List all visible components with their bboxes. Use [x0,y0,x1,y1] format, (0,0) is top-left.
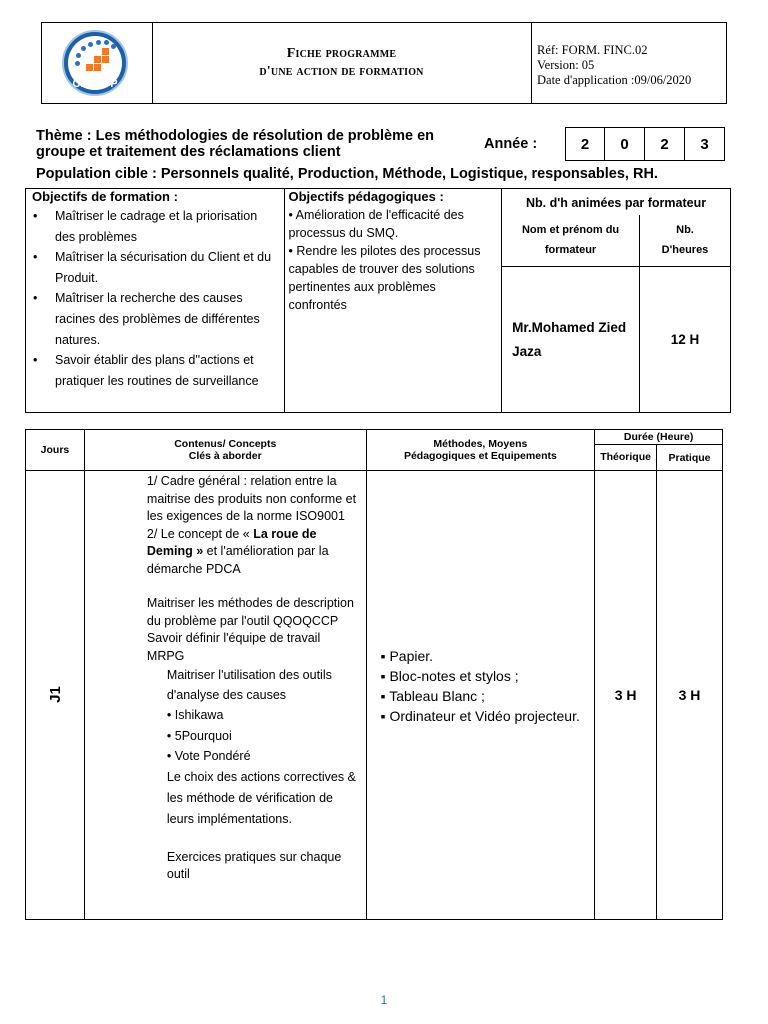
col-methodes-header [366,430,595,471]
trainer-name-header: Nom et prénom du formateur [502,215,640,267]
list-item: • Vote Pondéré [166,749,251,763]
document-title [152,23,532,103]
content-p3: Maitriser les méthodes de description du problème par l'outil QQOQCCP [146,596,354,628]
day-cell [26,471,85,920]
year-digit-1: 2 [565,127,605,161]
reference-value: FORM. FINC.02 [561,43,648,57]
theme-title [36,128,481,160]
content-p1: 1/ Cadre général : relation entre la maitrise des produits non conforme et les exigences de la norme ISO9001 [146,474,357,523]
objectives-table [25,188,731,413]
content-p7: Exercices pratiques sur chaque outil [166,849,342,881]
objectifs-formation-cell [26,189,285,413]
col-jours-header: Jours [26,430,85,471]
pedago-item: • Amélioration de l'efficacité des processus du SMQ. [288,208,464,240]
list-item: ▪ Tableau Blanc ; [380,688,485,704]
col-contenus-header [84,430,366,471]
objectifs-formation-list [26,206,284,391]
list-item: • Savoir établir des plans d''actions et pratiquer les routines de surveillance [26,350,276,391]
theorique-value: 3 H [595,471,657,920]
trainer-name: Mr.Mohamed Zied Jaza [502,267,640,413]
content-p5: Maitriser l'utilisation des outils d'analyse des causes [166,668,332,702]
col-duree-header: Durée (Heure) [595,430,723,445]
col-methodes-line-2: Pédagogiques et Equipements [403,450,557,462]
year-digit-3: 2 [645,127,685,161]
theme-line-1: Thème : Les méthodologies de résolution de problème en [36,128,435,144]
trainer-hours: 12 H [640,267,731,413]
pedago-item: • Rendre les pilotes des processus capables de trouver des solutions pertinentes aux problèmes confrontés [288,244,481,312]
program-table [25,429,723,920]
date-application-line: Date d'application :09/06/2020 [537,73,692,87]
col-contenus-line-2: Clés à aborder [188,450,262,462]
col-contenus-line-1: Contenus/ Concepts [174,438,277,450]
list-item: ▪ Papier. [380,648,434,664]
objectifs-pedagogiques-title: Objectifs pédagogiques : [288,189,444,204]
list-item: • Ishikawa [166,708,224,722]
tools-list [167,705,360,767]
annee-label: Année : [484,136,538,152]
content-cell [84,471,366,920]
title-line-2: d'une action de formation [259,64,424,79]
objectifs-formation-title: Objectifs de formation : [32,189,178,204]
list-item: • Maîtriser le cadrage et la priorisation des problèmes [26,206,276,247]
content-p4: Savoir définir l'équipe de travail MRPG [146,631,321,663]
page-number: 1 [380,993,388,1007]
methods-cell [366,471,595,920]
list-item: • Maîtriser la recherche des causes racines des problèmes de différentes natures. [26,288,276,350]
list-item: ▪ Bloc-notes et stylos ; [380,668,519,684]
reference-line [537,43,726,58]
document-header [41,22,727,104]
content-p2: 2/ Le concept de « La roue de Deming » et l'amélioration par la démarche PDCA [146,526,329,576]
theme-line-2: groupe et traitement des réclamations client [36,144,341,160]
content-p6: Le choix des actions correctives & les méthode de vérification de leurs implémentations. [166,769,356,826]
list-item: • 5Pourquoi [166,728,232,743]
year-digit-4: 3 [685,127,725,161]
day-label: J1 [46,686,64,703]
col-methodes-line-1: Méthodes, Moyens [433,438,528,450]
population-cible: Population cible : Personnels qualité, Production, Méthode, Logistique, responsables, RH. [36,166,658,182]
trainer-hours-header: Nb. D'heures [640,215,731,267]
list-item: ▪ Ordinateur et Vidéo projecteur. [380,708,580,724]
year-digit-2: 0 [605,127,645,161]
objectifs-pedagogiques-cell [284,189,502,413]
logo-cell [42,23,153,103]
reference-label: Réf: [537,43,559,57]
reference-block [531,23,726,123]
cnfcpp-logo [62,30,128,96]
col-theorique-header: Théorique [595,445,657,471]
list-item: • Maîtriser la sécurisation du Client et du Produit. [26,247,276,288]
version-line: Version: 05 [537,58,595,72]
trainer-header: Nb. d'h animées par formateur [502,189,731,215]
pratique-value: 3 H [657,471,723,920]
title-line-1: Fiche programme [286,46,397,61]
logo-text: CNFCPP [72,78,118,90]
col-pratique-header: Pratique [657,445,723,471]
